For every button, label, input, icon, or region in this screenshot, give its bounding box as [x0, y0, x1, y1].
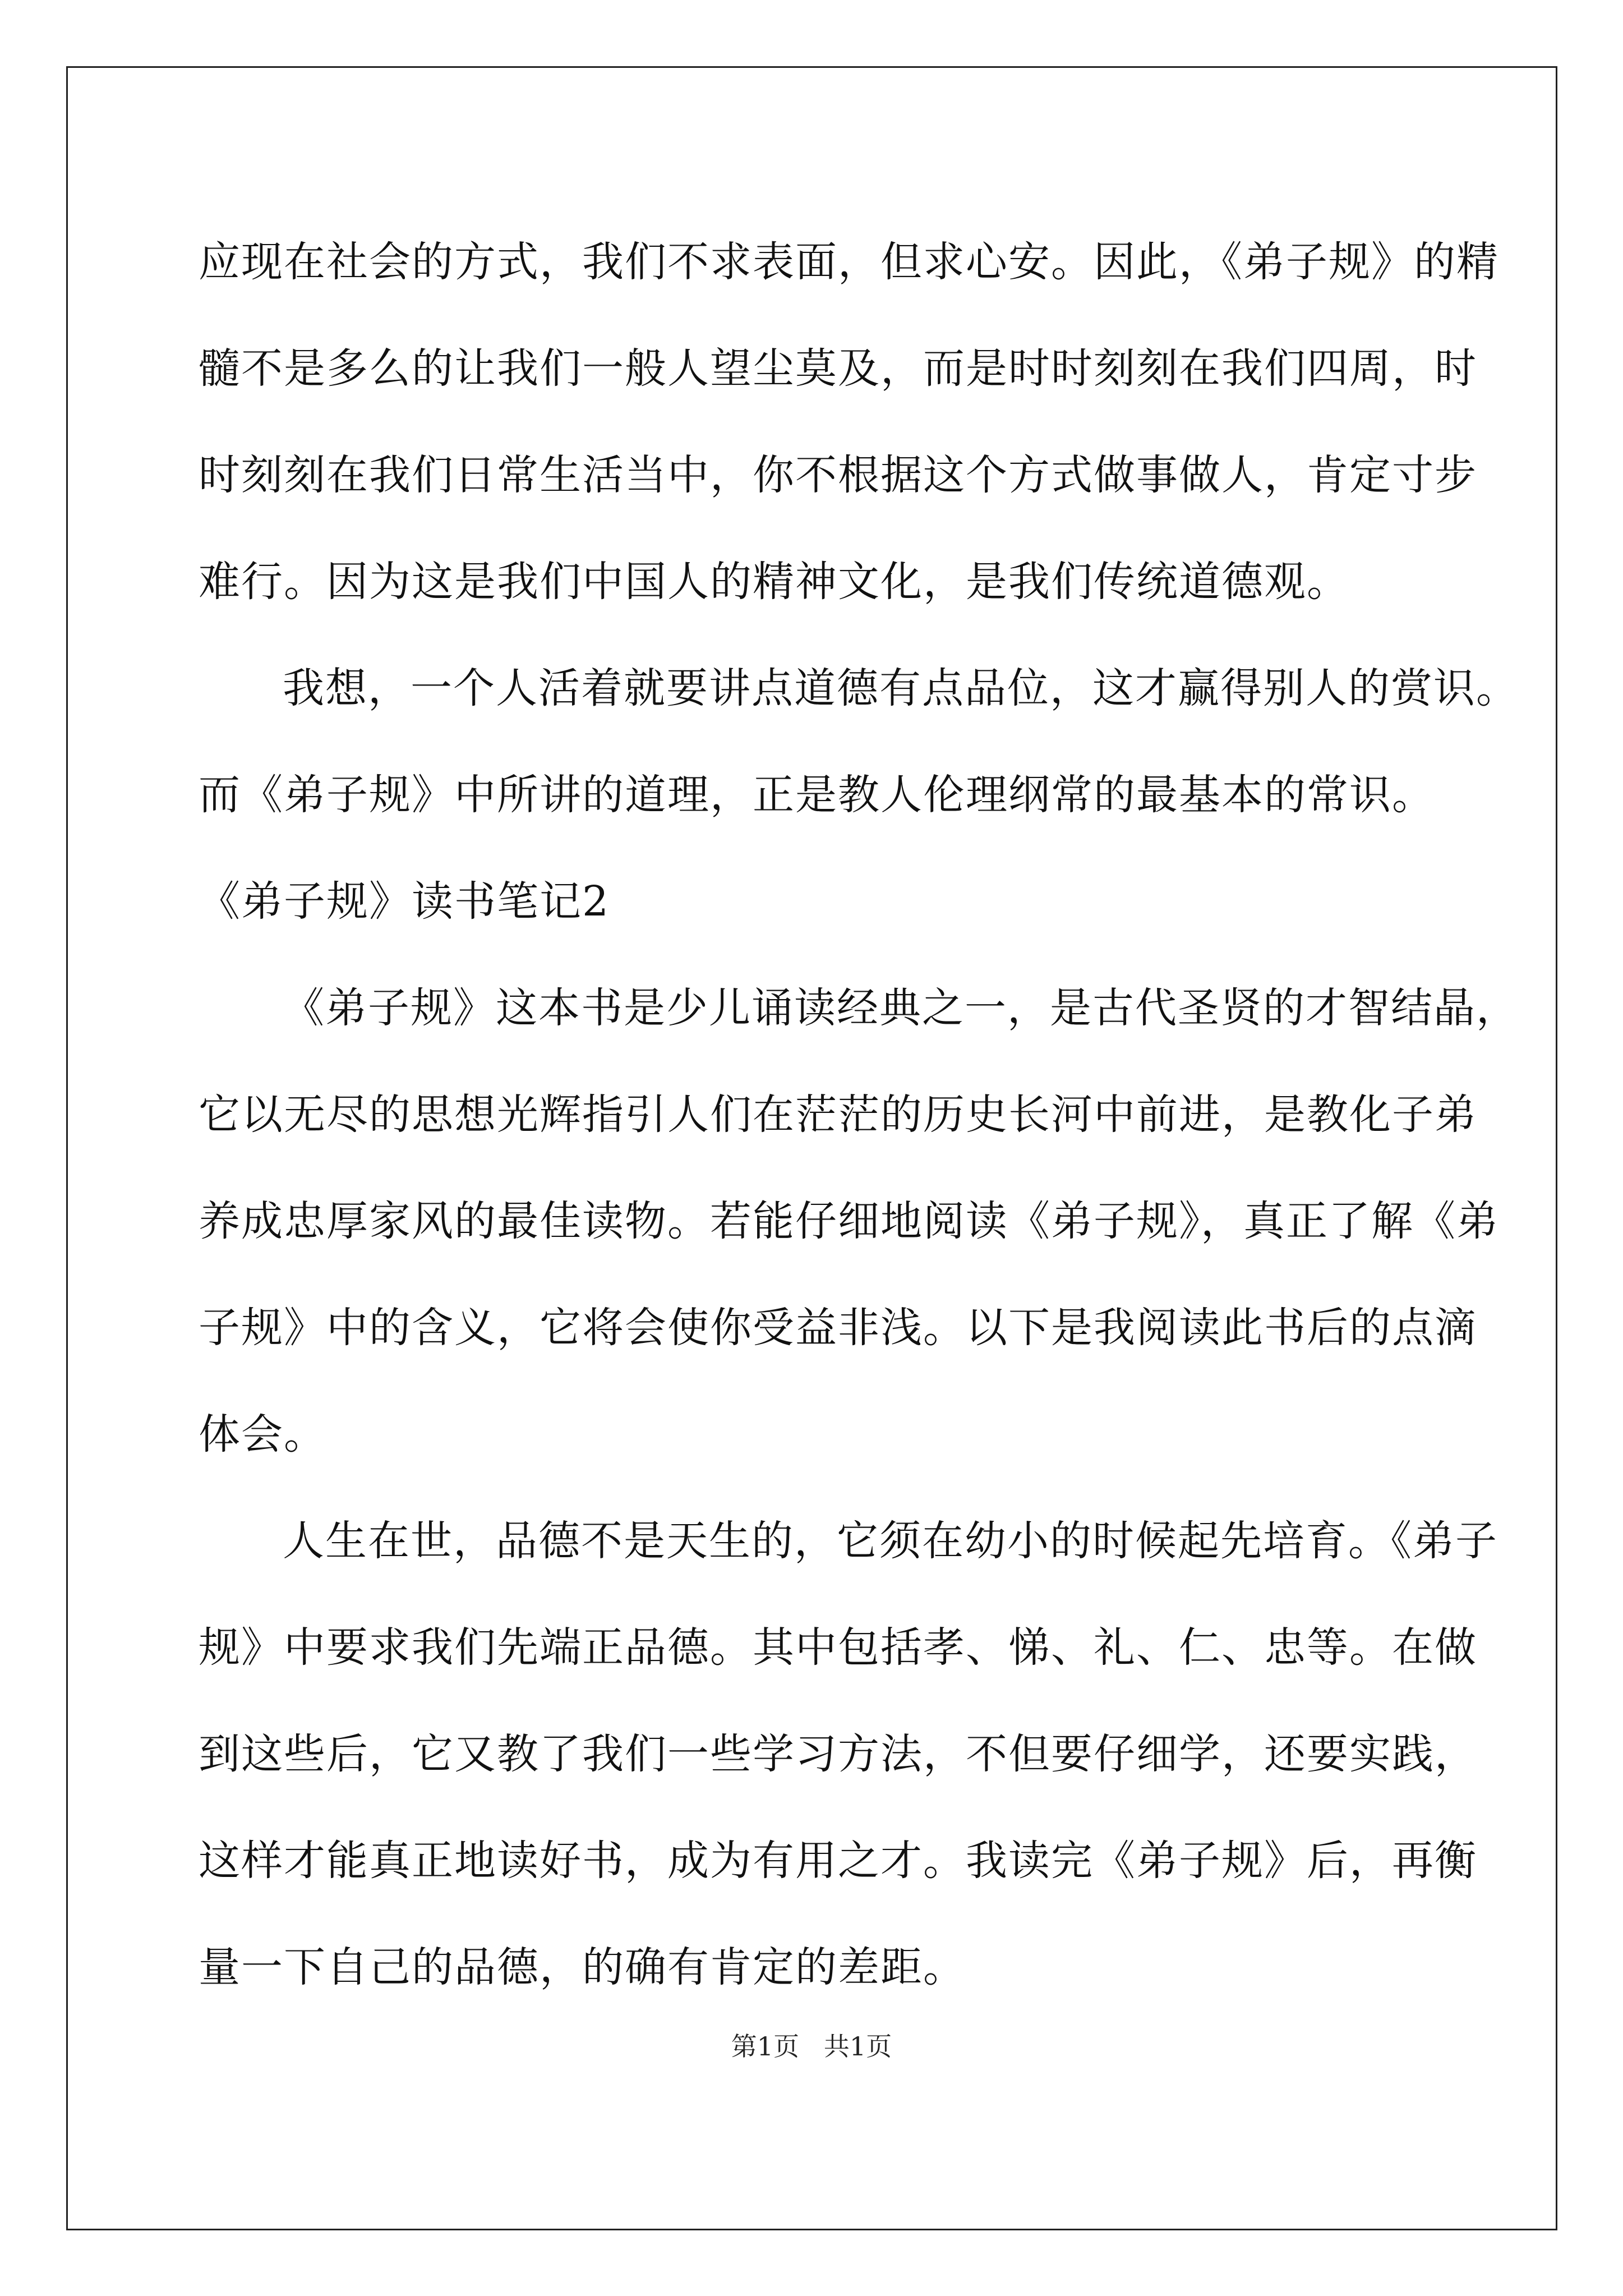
- text-line: 时刻刻在我们日常生活当中，你不根据这个方式做事做人，肯定寸步: [199, 451, 1477, 499]
- text-line: 难行。因为这是我们中国人的精神文化，是我们传统道德观。: [199, 558, 1349, 606]
- text-line: 髓不是多么的让我们一般人望尘莫及，而是时时刻刻在我们四周，时: [199, 344, 1477, 393]
- text-line: 体会。: [199, 1410, 326, 1458]
- text-line: 这样才能真正地读好书，成为有用之才。我读完《弟子规》后，再衡: [199, 1837, 1477, 1885]
- text-line: 我想，一个人活着就要讲点道德有点品位，这才赢得别人的赏识。: [283, 664, 1519, 712]
- text-line: 而《弟子规》中所讲的道理，正是教人伦理纲常的最基本的常识。: [199, 771, 1435, 819]
- text-line: 到这些后，它又教了我们一些学习方法，不但要仔细学，还要实践，: [199, 1730, 1477, 1778]
- text-line: 量一下自己的品德，的确有肯定的差距。: [199, 1943, 966, 1991]
- section-heading: 《弟子规》读书笔记2: [199, 877, 610, 926]
- text-line: 规》中要求我们先端正品德。其中包括孝、悌、礼、仁、忠等。在做: [199, 1623, 1477, 1672]
- text-line: 应现在社会的方式，我们不求表面，但求心安。因此，《弟子规》的精: [199, 238, 1499, 286]
- page-number-footer: 第1页 共1页: [731, 2031, 892, 2062]
- text-line: 人生在世，品德不是天生的，它须在幼小的时候起先培育。《弟子: [283, 1517, 1498, 1565]
- text-line: 《弟子规》这本书是少儿诵读经典之一，是古代圣贤的才智结晶，: [283, 984, 1519, 1032]
- text-line: 它以无尽的思想光辉指引人们在茫茫的历史长河中前进，是教化子弟: [199, 1091, 1477, 1139]
- text-line: 养成忠厚家风的最佳读物。若能仔细地阅读《弟子规》，真正了解《弟: [199, 1197, 1499, 1245]
- text-line: 子规》中的含义，它将会使你受益非浅。以下是我阅读此书后的点滴: [199, 1304, 1477, 1352]
- document-body: [199, 209, 1519, 2021]
